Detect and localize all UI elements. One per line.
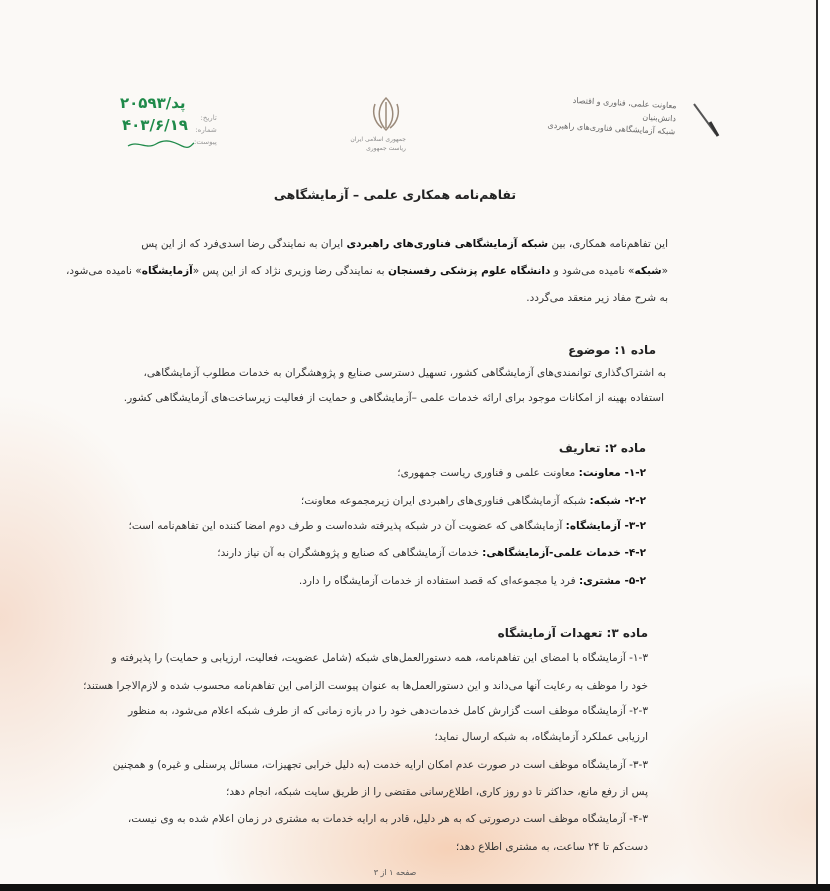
- definition-term: ۱-۲- معاونت:: [578, 467, 646, 479]
- definition-text: معاونت علمی و فناوری ریاست جمهوری؛: [397, 467, 579, 479]
- intro-line-1: [141, 237, 668, 251]
- intro-text: ایران به نمایندگی رضا اسدی‌فرد که از این پس: [141, 238, 347, 250]
- article-3-line-3: ۲-۳- آزمایشگاه موظف است گزارش کامل خدمات‌دهی خود را در بازه زمانی که از طرف شبکه اعلام می‌شود، به منظور: [128, 705, 648, 717]
- article-3-line-5: ۳-۳- آزمایشگاه موظف است در صورت عدم امکان ارایه خدمت (به دلیل خرابی تجهیزات، مسائل پرسنلی و غیره) و همچنین: [112, 759, 648, 771]
- intro-term-network: شبکه: [634, 265, 662, 277]
- iran-emblem-icon: [366, 94, 406, 134]
- document-title: تفاهم‌نامه همکاری علمی – آزمایشگاهی: [273, 187, 517, 202]
- article-3-heading: ماده ۳: تعهدات آزمایشگاه: [497, 626, 648, 640]
- stamp-label-attachment: پیوست:: [194, 138, 217, 146]
- definition-text: خدمات آزمایشگاهی که صنایع و پژوهشگران به آن نیاز دارند؛: [217, 547, 483, 559]
- article-2-heading: ماده ۲: تعاریف: [558, 441, 646, 455]
- signature-scribble-icon: [126, 138, 196, 150]
- emblem-caption-1: جمهوری اسلامی ایران: [350, 136, 406, 143]
- article-1-line-1: به اشتراک‌گذاری توانمندی‌های آزمایشگاهی کشور، تسهیل دسترسی صنایع و پژوهشگران به خدمات مطلوب آزمایشگاهی،: [143, 367, 666, 379]
- article-3-line-6: پس از رفع مانع، حداکثر تا دو روز کاری، اطلاع‌رسانی مقتضی را از طریق سایت شبکه، انجام دهد؛: [226, 786, 648, 798]
- intro-text: این تفاهم‌نامه همکاری، بین: [548, 238, 668, 250]
- intro-text: » نامیده می‌شود،: [66, 265, 142, 277]
- intro-term-lab: آزمایشگاه: [141, 265, 193, 277]
- article-1-heading: ماده ۱: موضوع: [568, 343, 656, 357]
- definition-item: [299, 574, 646, 588]
- emblem-caption-2: ریاست جمهوری: [366, 145, 406, 152]
- intro-line-3: به شرح مفاد زیر منعقد می‌گردد.: [526, 292, 668, 304]
- definition-item: [301, 494, 646, 508]
- stamp-label-date: تاریخ:: [200, 114, 217, 122]
- definition-item: [129, 519, 646, 533]
- viewer-right-margin: [818, 0, 830, 891]
- org-line-1: معاونت علمی، فناوری و اقتصاد دانش‌بنیان: [572, 95, 677, 124]
- definition-item: [217, 546, 646, 560]
- intro-line-2: [66, 264, 668, 278]
- intro-text: «: [661, 265, 668, 277]
- intro-network-name: شبکه آزمایشگاهی فناوری‌های راهبردی: [346, 238, 549, 250]
- article-3-line-7: ۴-۳- آزمایشگاه موظف است درصورتی که به هر دلیل، قادر به ارایه خدمات به مشتری در زمان اعلام شده به وی نیست،: [127, 813, 648, 825]
- definition-text: آزمایشگاهی که عضویت آن در شبکه پذیرفته شده‌است و طرف دوم امضا کننده این تفاهم‌نامه است؛: [128, 520, 566, 532]
- org-line-2: شبکه آزمایشگاهی فناوری‌های راهبردی: [547, 120, 676, 137]
- article-3-line-4: ارزیابی عملکرد آزمایشگاه، به شبکه ارسال نماید؛: [434, 731, 648, 743]
- article-3-line-2: خود را موظف به رعایت آنها می‌داند و این دستورالعمل‌ها به عنوان پیوست الزامی این تفاهم‌نامه محسوب شده و لازم‌الاجرا هستند؛: [83, 680, 648, 692]
- article-3-line-8: دست‌کم تا ۲۴ ساعت، به مشتری اطلاع دهد؛: [455, 841, 648, 853]
- definition-text: فرد یا مجموعه‌ای که قصد استفاده از خدمات آزمایشگاه را دارد.: [298, 575, 579, 587]
- stamp-date: ۴۰۳/۶/۱۹: [122, 116, 188, 134]
- organization-header: [547, 93, 677, 139]
- definition-term: ۵-۲- مشتری:: [578, 575, 646, 587]
- viewer-bottom-bar: [0, 884, 830, 891]
- definition-item: [397, 466, 646, 480]
- intro-university-name: دانشگاه علوم پزشکی رفسنجان: [387, 265, 551, 277]
- emblem: [350, 94, 406, 152]
- definition-term: ۴-۲- خدمات علمی-آزمایشگاهی:: [482, 547, 646, 559]
- definition-term: ۳-۲- آزمایشگاه:: [565, 520, 646, 532]
- intro-text: به نمایندگی رضا وزیری نژاد که از این پس «: [192, 265, 388, 277]
- article-3-line-1: ۱-۳- آزمایشگاه با امضای این تفاهم‌نامه، همه دستورالعمل‌های شبکه (شامل عضویت، فعالیت، ارزیابی و حمایت) را پذیرفته و: [111, 652, 648, 664]
- definition-text: شبکه آزمایشگاهی فناوری‌های راهبردی ایران زیرمجموعه معاونت؛: [300, 495, 590, 507]
- article-1-line-2: استفاده بهینه از امکانات موجود برای ارائه خدمات علمی –آزمایشگاهی و حمایت از فعالیت زیرساخت‌های آزمایشگاهی کشور.: [123, 392, 664, 404]
- pen-mark-icon: [690, 100, 720, 140]
- stamp-number: ۲۰۵۹۳/پد: [120, 94, 186, 112]
- stamp-label-number: شماره:: [195, 126, 217, 134]
- intro-text: » نامیده می‌شود و: [550, 265, 635, 277]
- stamp-labels: [194, 112, 217, 148]
- definition-term: ۲-۲- شبکه:: [589, 495, 646, 507]
- page-number: صفحه ۱ از ۳: [373, 868, 417, 877]
